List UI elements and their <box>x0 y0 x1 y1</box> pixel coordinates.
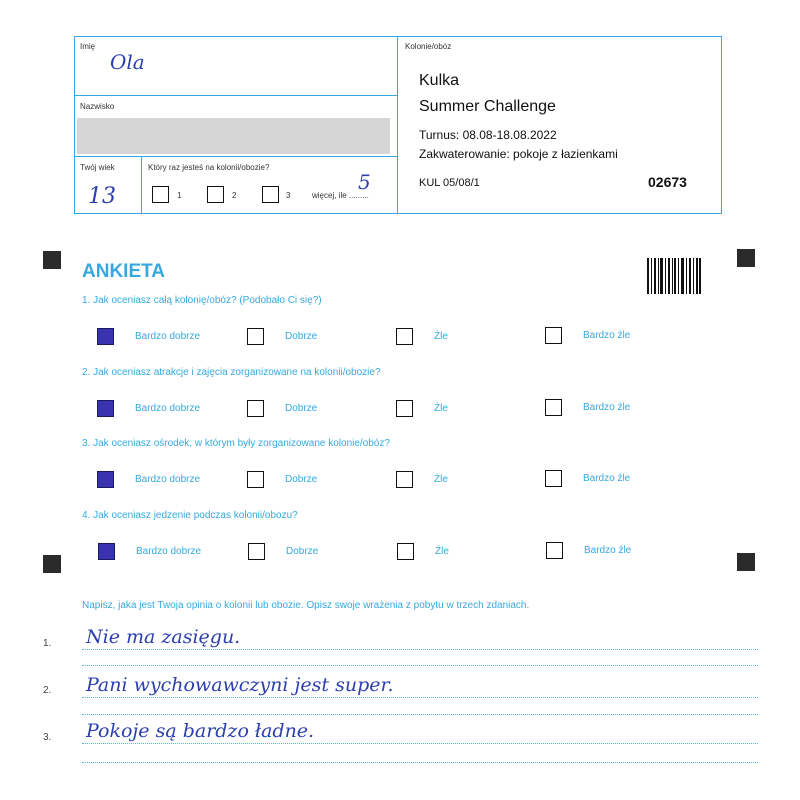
times-checkbox-2[interactable] <box>207 186 224 203</box>
q2-label-very-bad: Bardzo źle <box>583 402 631 413</box>
age-divider <box>141 156 142 214</box>
opinion-line-number-3: 3. <box>43 732 52 743</box>
age-value: 13 <box>88 184 116 209</box>
q2-checkbox-good[interactable] <box>247 400 264 417</box>
registration-mark-top-right <box>737 249 755 267</box>
opinion-answer-2[interactable]: Pani wychowawczyni jest super. <box>86 674 394 696</box>
registration-mark-top-left <box>43 251 61 269</box>
camp-accommodation: Zakwaterowanie: pokoje z łazienkami <box>419 147 618 161</box>
opinion-dotted-line-2a <box>82 697 758 698</box>
opinion-dotted-line-2b <box>82 714 758 715</box>
header-divider <box>397 36 398 214</box>
opinion-dotted-line-3a <box>82 743 758 744</box>
q2-option-very-bad[interactable] <box>545 399 725 419</box>
first-name-label: Imię <box>80 42 96 51</box>
q4-checkbox-bad[interactable] <box>397 543 414 560</box>
times-checkbox-1[interactable] <box>152 186 169 203</box>
q3-checkbox-very-bad[interactable] <box>545 470 562 487</box>
question-2: 2. Jak oceniasz atrakcje i zajęcia zorganizowane na kolonii/obozie? <box>82 367 381 378</box>
q4-label-bad: Źle <box>435 546 449 557</box>
q2-checkbox-very-bad[interactable] <box>545 399 562 416</box>
q1-checkbox-very-good[interactable] <box>97 328 114 345</box>
q4-checkbox-good[interactable] <box>248 543 265 560</box>
q4-checkbox-very-good[interactable] <box>98 543 115 560</box>
first-name-value: Ola <box>110 50 145 74</box>
times-option-2: 2 <box>232 191 237 200</box>
camp-turnus: Turnus: 08.08-18.08.2022 <box>419 128 557 142</box>
q1-option-very-bad[interactable] <box>545 327 725 347</box>
opinion-answer-3[interactable]: Pokoje są bardzo ładne. <box>86 720 315 742</box>
times-option-1: 1 <box>177 191 182 200</box>
survey-title: ANKIETA <box>82 261 166 282</box>
q3-checkbox-very-good[interactable] <box>97 471 114 488</box>
q4-label-very-bad: Bardzo źle <box>584 545 632 556</box>
q3-label-very-good: Bardzo dobrze <box>135 474 201 485</box>
header-row-line-2 <box>74 156 398 157</box>
form-number: 02673 <box>648 174 687 190</box>
q4-checkbox-very-bad[interactable] <box>546 542 563 559</box>
opinion-dotted-line-1b <box>82 665 758 666</box>
registration-mark-mid-left <box>43 555 61 573</box>
q1-label-good: Dobrze <box>285 331 318 342</box>
opinion-dotted-line-1a <box>82 649 758 650</box>
barcode <box>647 258 701 294</box>
q2-checkbox-bad[interactable] <box>396 400 413 417</box>
q3-checkbox-bad[interactable] <box>396 471 413 488</box>
q1-checkbox-very-bad[interactable] <box>545 327 562 344</box>
surname-redaction <box>77 118 390 154</box>
question-4: 4. Jak oceniasz jedzenie podczas kolonii/obozu? <box>82 510 298 521</box>
q3-label-very-bad: Bardzo źle <box>583 473 631 484</box>
q3-label-good: Dobrze <box>285 474 318 485</box>
q3-checkbox-good[interactable] <box>247 471 264 488</box>
q2-label-bad: Źle <box>434 403 448 414</box>
opinion-prompt: Napisz, jaka jest Twoja opinia o kolonii lub obozie. Opisz swoje wrażenia z pobytu w trzech zdaniach. <box>82 600 530 611</box>
q3-label-bad: Źle <box>434 474 448 485</box>
opinion-dotted-line-3b <box>82 762 758 763</box>
question-3: 3. Jak oceniasz ośrodek, w którym były zorganizowane kolonie/obóz? <box>82 438 390 449</box>
q1-label-very-bad: Bardzo źle <box>583 330 631 341</box>
q4-label-good: Dobrze <box>286 546 319 557</box>
q3-option-very-bad[interactable] <box>545 470 725 490</box>
question-1: 1. Jak oceniasz całą kolonię/obóz? (Podobało Ci się?) <box>82 295 322 306</box>
registration-mark-mid-right <box>737 553 755 571</box>
q1-checkbox-bad[interactable] <box>396 328 413 345</box>
q1-label-bad: Źle <box>434 331 448 342</box>
header-row-line-1 <box>74 95 398 96</box>
surname-label: Nazwisko <box>80 102 115 111</box>
camp-name-line1: Kulka <box>419 72 460 89</box>
opinion-line-number-2: 2. <box>43 685 52 696</box>
q4-option-very-bad[interactable] <box>546 542 726 562</box>
camp-name-line2: Summer Challenge <box>419 98 556 115</box>
times-label: Który raz jesteś na kolonii/obozie? <box>148 163 270 172</box>
camp-label: Kolonie/obóz <box>405 42 452 51</box>
age-label: Twój wiek <box>80 163 115 172</box>
times-option-3: 3 <box>286 191 291 200</box>
q2-checkbox-very-good[interactable] <box>97 400 114 417</box>
camp-code: KUL 05/08/1 <box>419 177 480 189</box>
times-checkbox-3[interactable] <box>262 186 279 203</box>
times-more-value: 5 <box>358 170 371 194</box>
opinion-line-number-1: 1. <box>43 638 52 649</box>
q1-checkbox-good[interactable] <box>247 328 264 345</box>
q1-label-very-good: Bardzo dobrze <box>135 331 201 342</box>
q4-label-very-good: Bardzo dobrze <box>136 546 202 557</box>
q2-label-good: Dobrze <box>285 403 318 414</box>
times-more-label: więcej, ile ......... <box>312 191 369 200</box>
opinion-answer-1[interactable]: Nie ma zasięgu. <box>86 626 241 648</box>
q2-label-very-good: Bardzo dobrze <box>135 403 201 414</box>
